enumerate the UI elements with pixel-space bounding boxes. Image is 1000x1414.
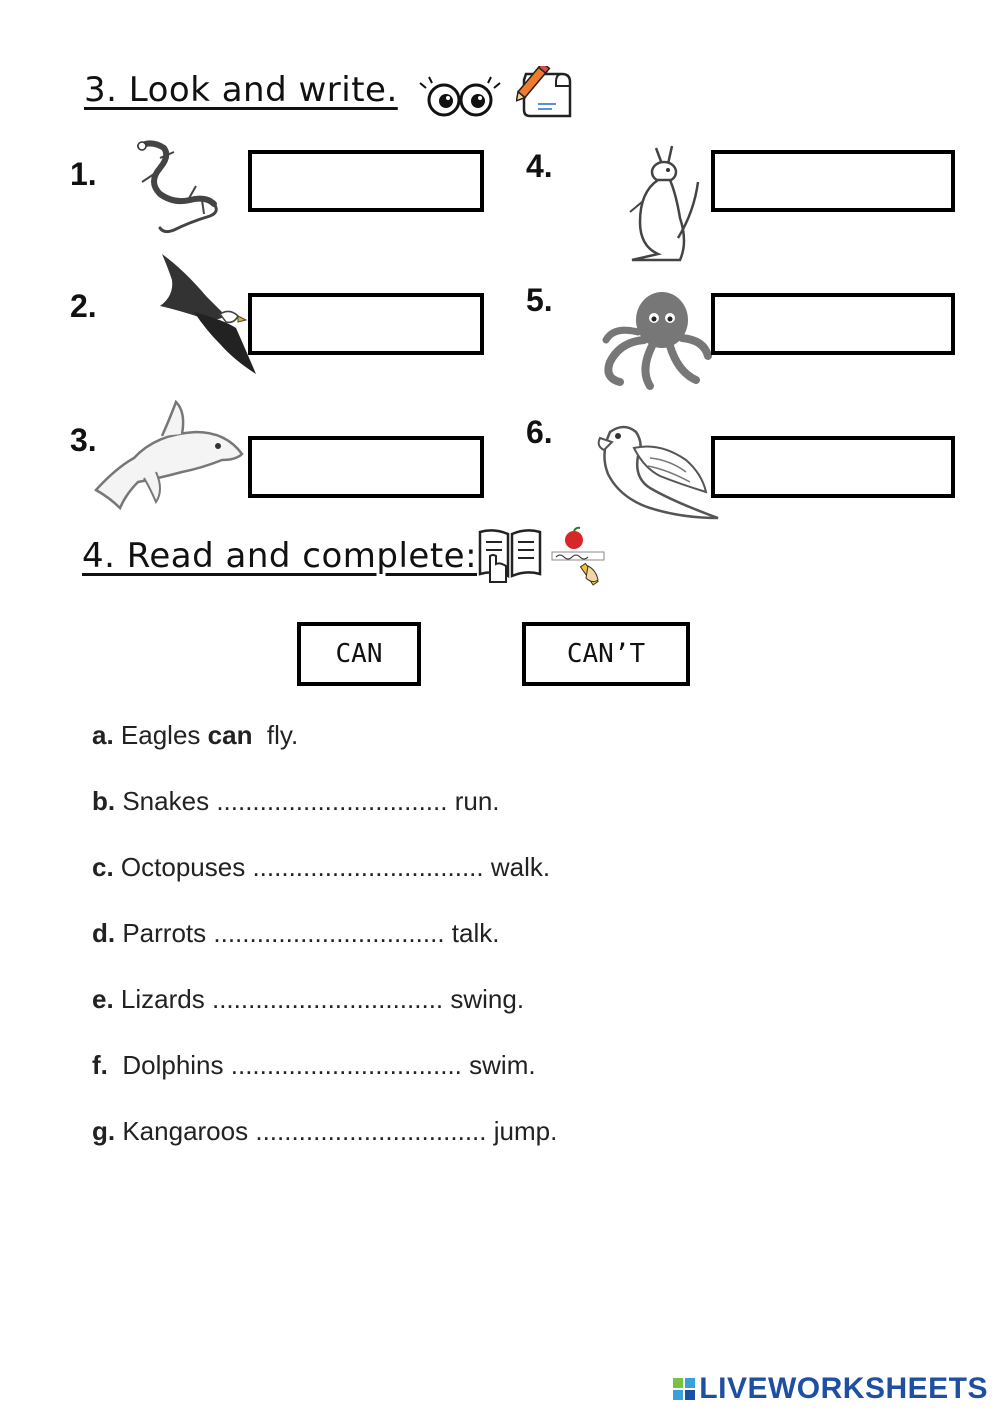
liveworksheets-logo[interactable] (673, 1372, 988, 1406)
lizard-icon (130, 138, 224, 238)
eyes-icon (418, 74, 502, 120)
answer-box-4[interactable] (711, 150, 955, 212)
section-4-title: 4. Read and complete: (82, 536, 478, 576)
sentence-letter: b. (92, 786, 116, 816)
item-number: 3. (70, 422, 97, 458)
blank-field[interactable]: ................................ (230, 1050, 462, 1080)
item-number: 1. (70, 156, 97, 192)
sentence-subject: Dolphins (122, 1050, 224, 1080)
section-3-title: 3. Look and write. (84, 70, 398, 110)
blank-field[interactable]: ................................ (216, 786, 448, 816)
sentence-verb: run. (454, 786, 500, 816)
handwriting-apple-icon (550, 526, 610, 586)
sentence-verb: walk. (490, 852, 551, 882)
dolphin-icon (86, 398, 250, 514)
sentence-letter: g. (92, 1116, 116, 1146)
sentence-subject: Octopuses (120, 852, 246, 882)
sentence-subject: Eagles (120, 720, 201, 750)
sentence-e (92, 984, 524, 1015)
sentence-letter: d. (92, 918, 116, 948)
logo-text: LIVEWORKSHEETS (699, 1372, 988, 1405)
open-book-icon (476, 526, 544, 586)
sentence-verb: swing. (450, 984, 525, 1014)
sentence-letter: e. (92, 984, 114, 1014)
sentence-c (92, 852, 550, 883)
sentence-subject: Lizards (120, 984, 205, 1014)
sentence-a (92, 720, 298, 751)
item-number: 2. (70, 288, 97, 324)
blank-field[interactable]: ................................ (213, 918, 445, 948)
word-bank-can[interactable]: CAN (297, 622, 421, 686)
sentence-answer: can (207, 720, 253, 750)
sentence-verb: jump. (493, 1116, 558, 1146)
pencil-paper-icon (516, 66, 576, 122)
sentence-f (92, 1050, 536, 1081)
answer-box-2[interactable] (248, 293, 484, 355)
parrot-icon (590, 418, 722, 528)
sentence-letter: f. (92, 1050, 108, 1080)
sentence-subject: Snakes (122, 786, 210, 816)
word-bank-cant[interactable]: CAN’T (522, 622, 690, 686)
blank-field[interactable]: ................................ (211, 984, 444, 1014)
item-number: 5. (526, 282, 553, 318)
item-number: 4. (526, 148, 553, 184)
blank-field[interactable]: ................................ (255, 1116, 487, 1146)
answer-box-6[interactable] (711, 436, 955, 498)
answer-box-1[interactable] (248, 150, 484, 212)
sentence-verb: fly. (266, 720, 299, 750)
eagle-icon (154, 250, 260, 378)
sentence-b (92, 786, 500, 817)
item-number: 6. (526, 414, 553, 450)
sentence-verb: talk. (451, 918, 500, 948)
answer-box-5[interactable] (711, 293, 955, 355)
sentence-letter: a. (92, 720, 114, 750)
sentence-verb: swim. (469, 1050, 536, 1080)
blank-field[interactable]: ................................ (252, 852, 484, 882)
sentence-g (92, 1116, 557, 1147)
kangaroo-icon (610, 142, 702, 266)
logo-mark-icon (673, 1378, 695, 1400)
sentence-subject: Kangaroos (122, 1116, 249, 1146)
sentence-d (92, 918, 499, 949)
sentence-letter: c. (92, 852, 114, 882)
sentence-subject: Parrots (122, 918, 207, 948)
answer-box-3[interactable] (248, 436, 484, 498)
octopus-icon (600, 286, 712, 392)
